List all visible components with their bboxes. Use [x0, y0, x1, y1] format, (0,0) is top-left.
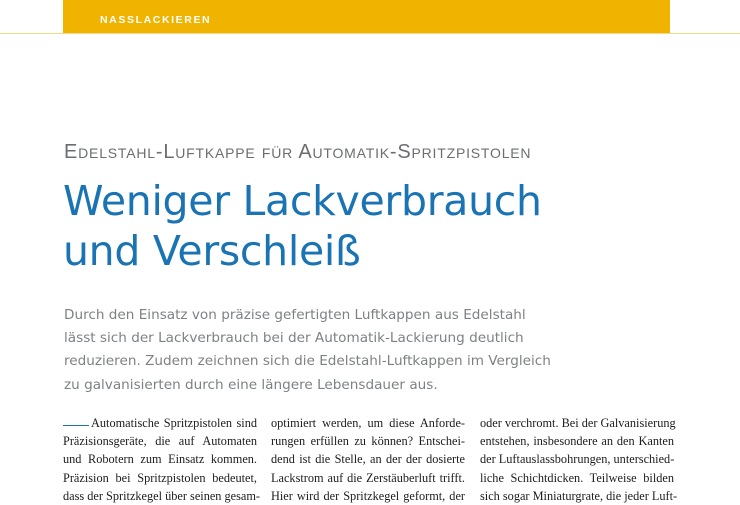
paragraph-start-rule — [63, 425, 89, 426]
column-3-line-1: oder verchromt. Bei der Galvanisierung — [480, 416, 676, 430]
article-lead — [64, 304, 664, 397]
column-2-line-1: optimiert werden, um diese Anforde- — [271, 416, 465, 430]
headline-line-1: Weniger Lackverbrauch — [63, 177, 542, 225]
section-label: NASSLACKIEREN — [100, 14, 212, 26]
lead-line-3: reduzieren. Zudem zeichnen sich die Edelstahl-Luftkappen im Vergleich — [64, 353, 551, 370]
column-2-line-5: Hier wird der Spritzkegel geformt, der — [271, 488, 465, 503]
headline-line-2: und Verschleiß — [63, 227, 361, 275]
column-1-line-3: und Robotern zum Einsatz kommen. — [63, 452, 257, 467]
lead-line-4: zu galvanisierten durch eine längere Lebensdauer aus. — [64, 376, 438, 393]
column-2-line-2: rungen erfüllen zu können? Entschei- — [271, 434, 465, 449]
column-2-line-3: dend ist die Stelle, an der der dosierte — [271, 452, 465, 467]
column-3-line-5: sich sogar Miniaturgrate, die jeder Luft- — [480, 488, 678, 503]
column-2-line-4: Lackstrom auf die Zerstäuberluft trifft. — [271, 470, 465, 485]
article-headline — [63, 176, 703, 276]
column-1-line-4: Präzision bei Spritzpistolen bedeutet, — [63, 470, 257, 485]
column-1-line-5: dass der Spritzkegel über seinen gesam- — [63, 488, 261, 503]
column-1-line-1-text: Automatische Spritzpistolen sind — [91, 416, 257, 430]
body-column-3 — [480, 414, 678, 505]
column-3-line-4: liche Schichtdicken. Teilweise bilden — [480, 470, 674, 485]
body-column-1 — [63, 414, 261, 505]
column-1-line-2: Präzisionsgeräte, die auf Automaten — [63, 434, 257, 449]
lead-line-2: lässt sich der Lackverbrauch bei der Automatik-Lackierung deutlich — [64, 330, 524, 347]
header-divider — [0, 33, 740, 34]
article-kicker: Edelstahl-Luftkappe für Automatik-Spritzpistolen — [64, 141, 532, 163]
lead-line-1: Durch den Einsatz von präzise gefertigten Luftkappen aus Edelstahl — [64, 307, 526, 323]
column-1-line-1 — [63, 414, 257, 432]
body-column-2 — [271, 414, 465, 505]
column-3-line-2: entstehen, insbesondere an den Kanten — [480, 434, 674, 449]
column-3-line-3: der Luftauslassbohrungen, unterschied- — [480, 452, 675, 467]
